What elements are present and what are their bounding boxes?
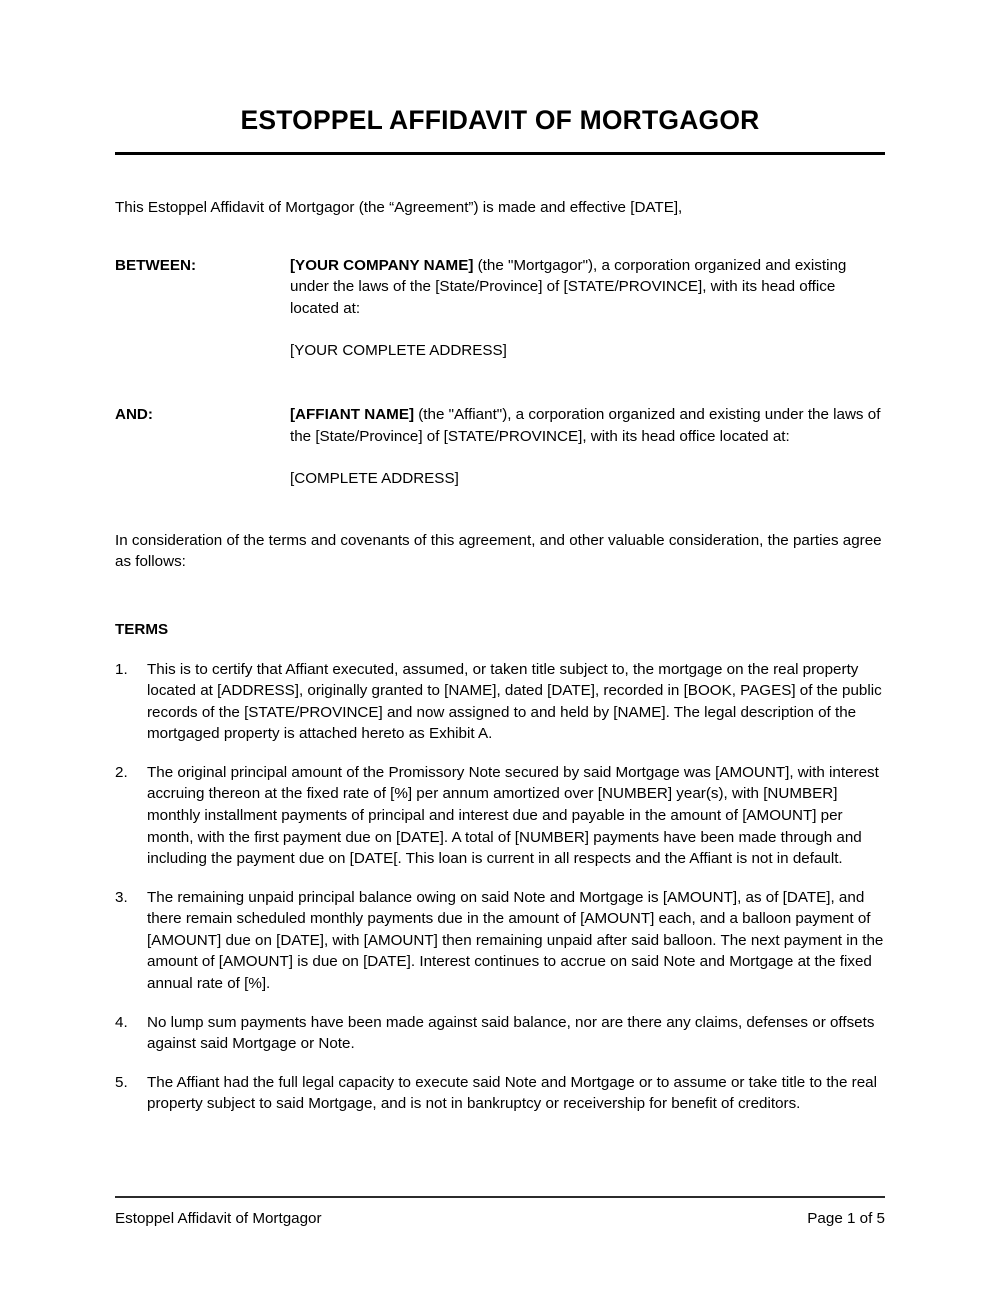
page-footer	[115, 1196, 885, 1229]
term-text: This is to certify that Affiant executed, assumed, or taken title subject to, the mortgage on the real property located at [ADDRESS], originally granted to [NAME], dated [DATE], recorded in [BOOK, PAGES] of the public records of the [STATE/PROVINCE] and now assigned to and held by [NAME]. The legal description of the mortgaged property is attached hereto as Exhibit A.	[147, 660, 882, 743]
list-item	[115, 1072, 885, 1115]
term-number: 5.	[115, 1073, 128, 1091]
party-address: [YOUR COMPLETE ADDRESS]	[290, 342, 507, 360]
party-name: [YOUR COMPANY NAME]	[290, 256, 474, 274]
term-text: No lump sum payments have been made against said balance, nor are there any claims, defenses or offsets against said Mortgage or Note.	[147, 1013, 875, 1053]
footer-page-number: Page 1 of 5	[807, 1210, 885, 1227]
party-address: [COMPLETE ADDRESS]	[290, 470, 459, 488]
title-divider	[115, 152, 885, 155]
party-row	[115, 404, 885, 490]
term-number: 3.	[115, 888, 128, 906]
footer-divider	[115, 1196, 885, 1198]
intro-paragraph: This Estoppel Affidavit of Mortgagor (the “Agreement”) is made and effective [DATE],	[115, 199, 683, 217]
party-details	[290, 404, 885, 490]
party-details	[290, 255, 885, 362]
terms-heading: TERMS	[115, 620, 169, 638]
term-number: 4.	[115, 1013, 128, 1031]
party-label-and: AND:	[115, 406, 153, 424]
party-label-between: BETWEEN:	[115, 256, 196, 274]
party-name: [AFFIANT NAME]	[290, 406, 415, 424]
term-text: The original principal amount of the Promissory Note secured by said Mortgage was [AMOUNT], with interest accruing thereon at the fixed rate of [%] per annum amortized over [NUMBER] year(s), with [NUMBER] monthly installment payments of principal and interest due and payable in the amount of [AMOUNT] per month, with the first payment due on [DATE]. A total of [NUMBER] payments have been made through and including the payment due on [DATE[. This loan is current in all respects and the Affiant is not in default.	[147, 763, 879, 868]
party-description: (the "Mortgagor"), a corporation organized and existing under the laws of the [State/Province] of [STATE/PROVINCE], with its head office located at:	[290, 256, 847, 317]
term-text: The Affiant had the full legal capacity to execute said Note and Mortgage or to assume or take title to the real property subject to said Mortgage, and is not in bankruptcy or receivership for benefit of creditors.	[147, 1073, 877, 1113]
footer-document-name: Estoppel Affidavit of Mortgagor	[115, 1210, 322, 1227]
list-item	[115, 762, 885, 870]
parties-block	[115, 255, 885, 490]
terms-list	[115, 659, 885, 1115]
list-item	[115, 659, 885, 745]
consideration-paragraph: In consideration of the terms and covenants of this agreement, and other valuable consideration, the parties agree as follows:	[115, 531, 882, 571]
list-item	[115, 887, 885, 995]
document-body	[115, 0, 885, 1115]
term-number: 2.	[115, 763, 128, 781]
page-title: ESTOPPEL AFFIDAVIT OF MORTGAGOR	[240, 105, 760, 135]
term-number: 1.	[115, 660, 128, 678]
party-description: (the "Affiant"), a corporation organized and existing under the laws of the [State/Province] of [STATE/PROVINCE], with its head office located at:	[290, 406, 881, 445]
term-text: The remaining unpaid principal balance owing on said Note and Mortgage is [AMOUNT], as of [DATE], and there remain scheduled monthly payments due in the amount of [AMOUNT] each, and a balloon payment of [AMOUNT] due on [DATE], with [AMOUNT] then remaining unpaid after said balloon. The next payment in the amount of [AMOUNT] is due on [DATE]. Interest continues to accrue on said Note and Mortgage at the fixed annual rate of [%].	[147, 888, 884, 993]
party-description-line	[290, 255, 885, 320]
party-description-line	[290, 404, 885, 447]
list-item	[115, 1012, 885, 1055]
party-row	[115, 255, 885, 362]
footer-row	[115, 1209, 885, 1229]
